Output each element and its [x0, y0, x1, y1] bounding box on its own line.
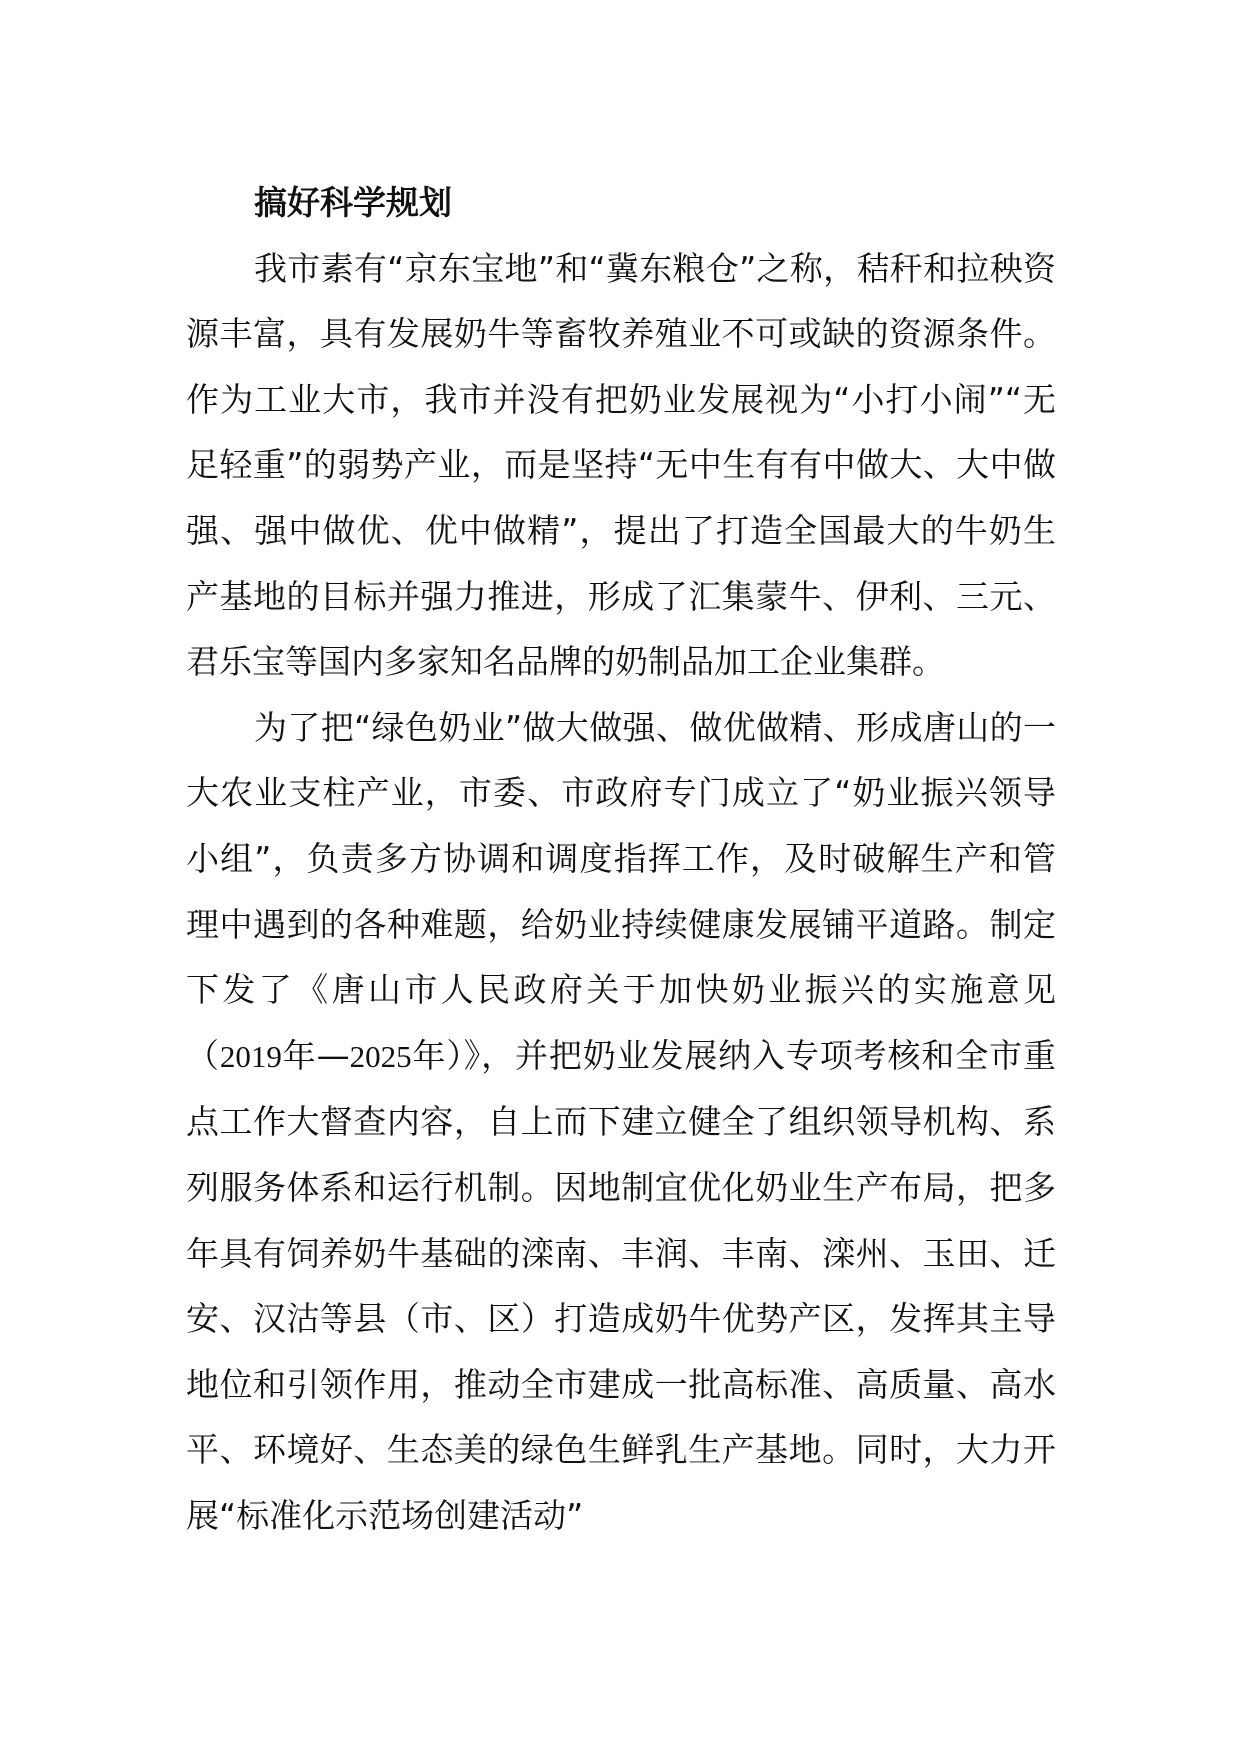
- year-start: 2019: [219, 1038, 282, 1074]
- paragraph-1: 我市素有“京东宝地”和“冀东粮仓”之称，秸秆和拉秧资源丰富，具有发展奶牛等畜牧养殖业不可或缺的资源条件。作为工业大市，我市并没有把奶业发展视为“小打小闹”“无足轻重”的弱势产业，而是坚持“无中生有有中做大、大中做强、强中做优、优中做精”，提出了打造全国最大的牛奶生产基地的目标并强力推进，形成了汇集蒙牛、伊利、三元、君乐宝等国内多家知名品牌的奶制品加工企业集群。: [186, 248, 1056, 682]
- paragraph-2: [186, 695, 1056, 1549]
- section-heading: 搞好科学规划: [254, 183, 452, 222]
- year-end: 2025: [349, 1038, 412, 1074]
- paragraph-2-text-a: 为了把“绿色奶业”做大做强、做优做精、形成唐山的一大农业支柱产业，市委、市政府专门成立了“奶业振兴领导小组”，负责多方协调和调度指挥工作，及时破解生产和管理中遇到的各种难题，给奶业持续健康发展铺平道路。制定下发了《唐山市人民政府关于加快奶业振兴的实施意见（: [186, 707, 1056, 1075]
- paragraph-2-text-b: 年）》，并把奶业发展纳入专项考核和全市重点工作大督查内容，自上而下建立健全了组织领导机构、系列服务体系和运行机制。因地制宜优化奶业生产布局，把多年具有饲养奶牛基础的滦南、丰润、丰南、滦州、玉田、迁安、汉沽等县（市、区）打造成奶牛优势产区，发挥其主导地位和引领作用，推动全市建成一批高标准、高质量、高水平、环境好、生态美的绿色生鲜乳生产基地。同时，大力开展“标准化示范场创建活动”: [186, 1035, 1057, 1535]
- year-separator: 年—: [281, 1035, 350, 1075]
- article-body: [186, 170, 1056, 1548]
